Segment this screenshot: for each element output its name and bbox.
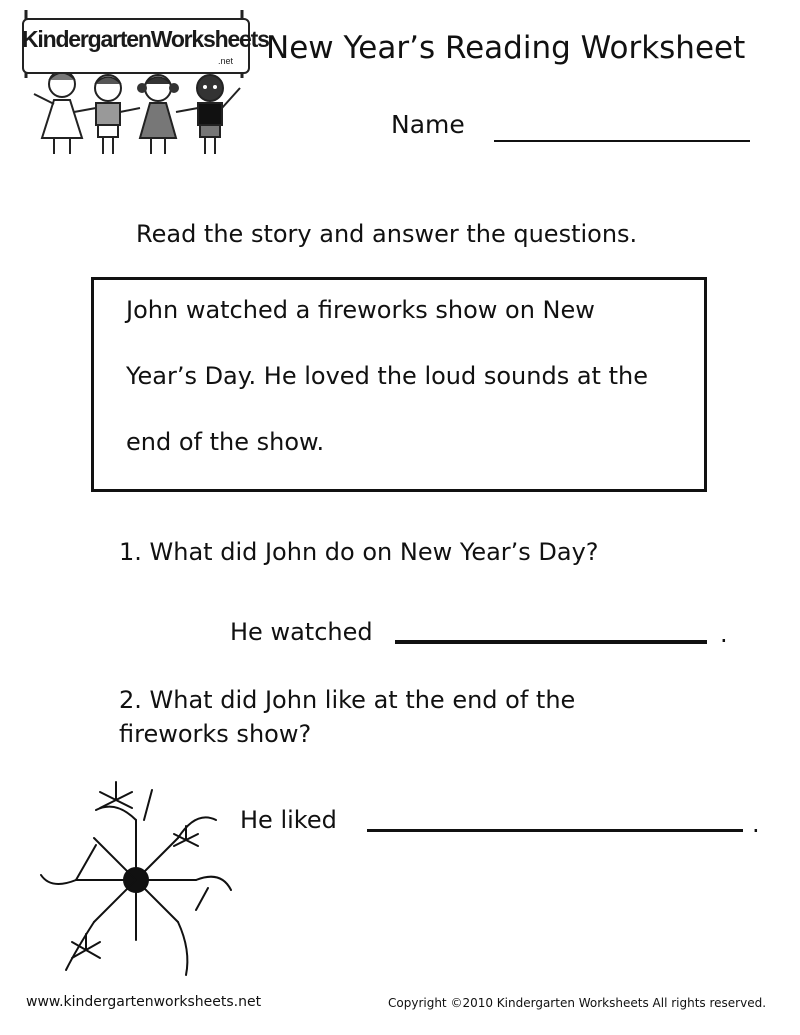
question-2: 2. What did John like at the end of the fireworks show? [119, 686, 576, 748]
story-line: end of the show. [126, 428, 325, 456]
instructions: Read the story and answer the questions. [136, 220, 638, 248]
site-logo [18, 8, 269, 158]
story-line: Year’s Day. He loved the loud sounds at the [126, 362, 648, 390]
footer-copyright: Copyright ©2010 Kindergarten Worksheets All rights reserved. [388, 996, 767, 1010]
answer-1-period: . [720, 620, 728, 648]
answer-2-prefix: He liked [240, 806, 337, 834]
logo-domain: .net [218, 56, 234, 66]
footer-website[interactable]: www.kindergartenworksheets.net [26, 994, 262, 1010]
story-box [91, 277, 707, 492]
logo-text: KindergartenWorksheets [22, 26, 269, 52]
fireworks-icon [36, 770, 236, 980]
question-1: 1. What did John do on New Year’s Day? [119, 538, 599, 566]
answer-2-line[interactable] [367, 829, 743, 832]
answer-1-line[interactable] [395, 640, 707, 644]
story-line: John watched a fireworks show on New [126, 296, 595, 324]
worksheet-title: New Year’s Reading Worksheet [266, 30, 746, 66]
answer-1-prefix: He watched [230, 618, 373, 646]
answer-2-period: . [752, 810, 760, 838]
name-answer-line[interactable] [494, 140, 750, 142]
name-label: Name [391, 110, 465, 139]
